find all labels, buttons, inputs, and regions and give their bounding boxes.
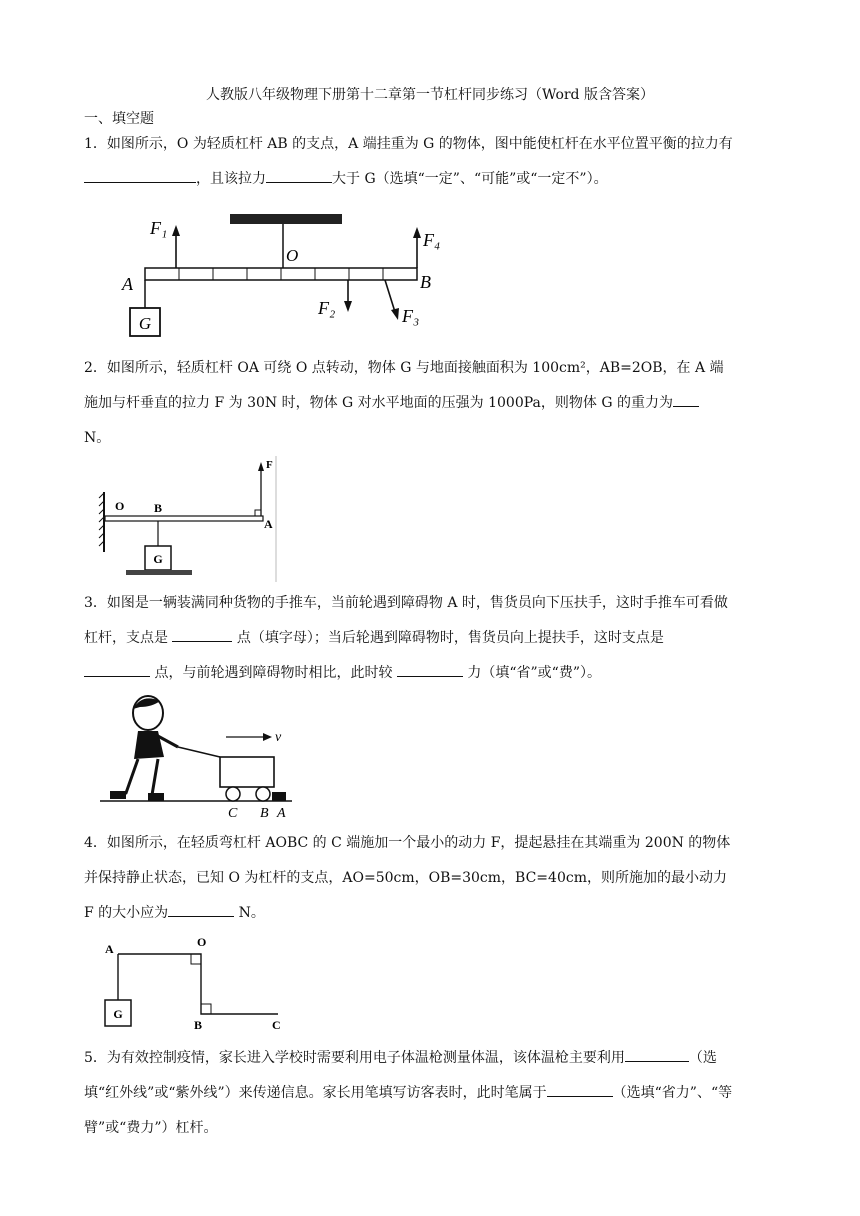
question-1 [84, 127, 734, 197]
question-2-text-b: N。 [84, 430, 111, 446]
label-o: O [286, 246, 299, 265]
label-b: B [194, 1018, 203, 1032]
question-1-text-c: 大于 G（选填“一定”、“可能”或“一定不”）。 [332, 171, 608, 187]
arrow-f3 [391, 308, 399, 320]
label-a: A [122, 274, 133, 294]
cart-handle [178, 747, 220, 757]
label-f3: F₃ [402, 306, 420, 326]
label-a: A [264, 517, 273, 531]
answer-blank-5a[interactable] [625, 1047, 689, 1062]
question-5-text-c: （选填“省力”、“等臂”或“费力”）杠杆。 [84, 1085, 733, 1136]
question-4 [84, 826, 734, 931]
label-c: C [272, 1018, 281, 1032]
lever-aobc [118, 954, 278, 1014]
answer-blank-1b[interactable] [266, 168, 332, 183]
question-3-text-a: 3．如图是一辆装满同种货物的手推车，当前轮遇到障碍物 A 时，售货员向下压扶手，这时手推车可看做杠杆，支点是 [84, 595, 728, 646]
question-1-text-a: 1．如图所示，O 为轻质杠杆 AB 的支点，A 端挂重为 G 的物体，图中能使杠杆在水平位置平衡的拉力有 [84, 136, 733, 152]
label-o: O [197, 935, 207, 949]
document-title: 人教版八年级物理下册第十二章第一节杠杆同步练习（Word 版含答案） [206, 87, 654, 103]
cart-body [220, 757, 274, 787]
arrow-f4 [413, 227, 421, 238]
lever-oa [105, 516, 263, 521]
question-3-text-b: 点（填字母）；当后轮遇到障碍物时，售货员向上提扶手，这时支点是 [232, 630, 664, 646]
person-body [134, 731, 164, 759]
velocity-arrow [263, 733, 272, 741]
figure-2-lever [98, 452, 284, 584]
obstacle-a [272, 792, 286, 801]
rear-wheel [226, 787, 240, 801]
ceiling [230, 214, 342, 224]
question-3 [84, 586, 734, 691]
answer-blank-3c[interactable] [397, 662, 463, 677]
answer-blank-5b[interactable] [547, 1082, 613, 1097]
label-g: G [153, 552, 163, 566]
front-wheel [256, 787, 270, 801]
figure-3-handcart [100, 693, 300, 823]
label-a: A [105, 942, 114, 956]
question-4-text-b: N。 [234, 905, 265, 921]
answer-blank-4[interactable] [168, 902, 234, 917]
question-5 [84, 1041, 734, 1146]
answer-blank-3a[interactable] [172, 627, 232, 642]
label-f2: F₂ [318, 298, 336, 318]
label-c: C [228, 806, 238, 821]
section-heading: 一、填空题 [84, 111, 154, 127]
question-2 [84, 351, 734, 456]
arrow-f1 [172, 225, 180, 236]
question-3-text-c: 点，与前轮遇到障碍物时相比，此时较 [150, 665, 397, 681]
answer-blank-2[interactable] [673, 392, 699, 407]
question-2-text-a: 2．如图所示，轻质杠杆 OA 可绕 O 点转动，物体 G 与地面接触面积为 100cm²，AB=2OB，在 A 端施加与杆垂直的拉力 F 为 30N 时，物体 G 对水平地面的压强为 1000Pa，则物体 G 的重力为 [84, 360, 724, 411]
label-b: B [154, 501, 163, 515]
question-4-text-a: 4．如图所示，在轻质弯杠杆 AOBC 的 C 端施加一个最小的动力 F，提起悬挂在其端重为 200N 的物体并保持静止状态，已知 O 为杠杆的支点，AO=50cm，OB=30cm，BC=40cm，则所施加的最小动力 F 的大小应为 [84, 835, 731, 921]
label-g: G [138, 314, 152, 333]
answer-blank-1a[interactable] [84, 168, 196, 183]
arrow-f [258, 462, 264, 471]
answer-blank-3b[interactable] [84, 662, 150, 677]
question-1-text-b: ，且该拉力 [196, 171, 266, 187]
question-5-text-a: 5．为有效控制疫情，家长进入学校时需要利用电子体温枪测量体温，该体温枪主要利用 [84, 1050, 625, 1066]
ground [126, 570, 192, 575]
figure-4-bent-lever [98, 934, 298, 1034]
label-f: F [266, 459, 273, 471]
question-5-text-b: （选填“红外线”或“紫外线”）来传递信息。家长用笔填写访客表时，此时笔属于 [84, 1050, 717, 1101]
label-b: B [260, 806, 269, 821]
figure-1-lever [110, 208, 450, 343]
label-v: v [275, 730, 282, 745]
label-b: B [420, 272, 431, 292]
label-f4: F₄ [423, 230, 441, 250]
label-o: O [115, 499, 125, 513]
label-f1: F₁ [150, 218, 168, 238]
label-a: A [277, 806, 286, 821]
label-g: G [113, 1007, 123, 1021]
arrow-f2 [344, 301, 352, 312]
question-3-text-d: 力（填“省”或“费”）。 [462, 665, 601, 681]
